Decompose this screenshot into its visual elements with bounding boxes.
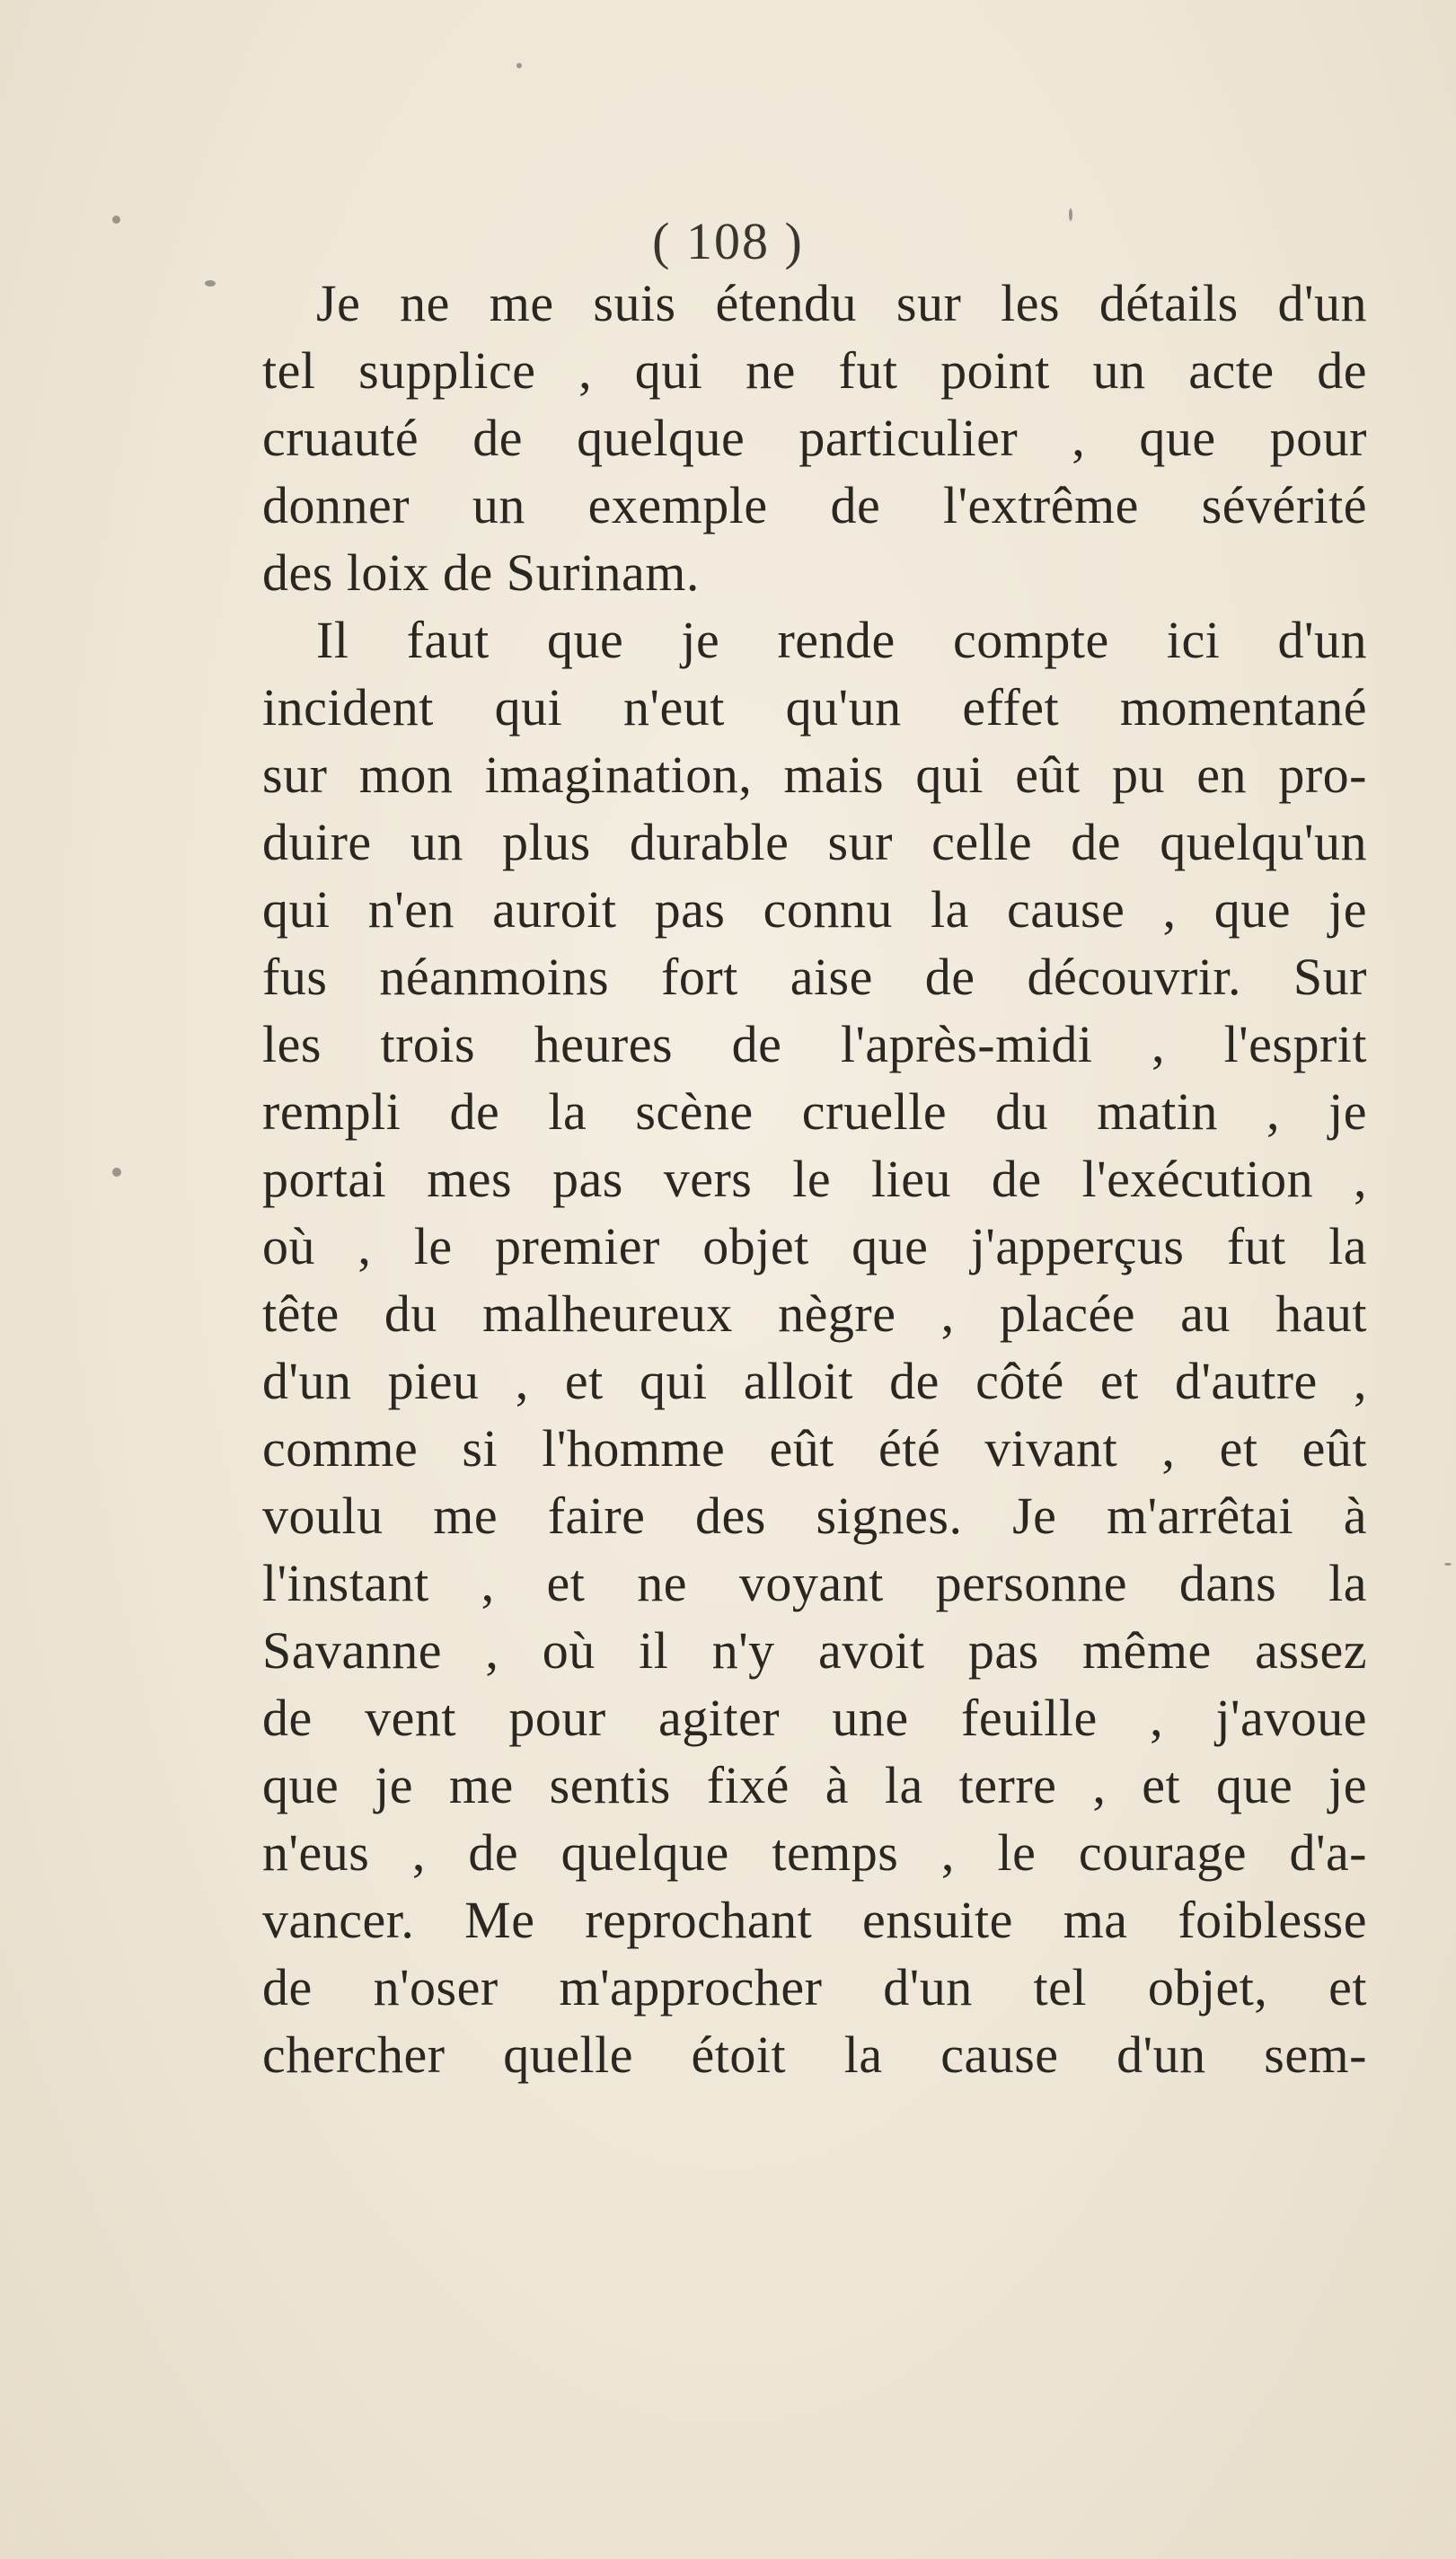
text-line: cruauté de quelque particulier , que pour: [262, 409, 1367, 467]
paper-speck: [516, 63, 522, 68]
page-number: ( 108 ): [652, 212, 804, 270]
text-line: que je me sentis fixé à la terre , et que je: [262, 1756, 1367, 1814]
text-line: n'eus , de quelque temps , le courage d'a-: [262, 1823, 1367, 1882]
text-line: de n'oser m'approcher d'un tel objet, et: [262, 1958, 1367, 2016]
paper-speck: [1069, 208, 1072, 221]
text-line: où , le premier objet que j'apperçus fut la: [262, 1217, 1367, 1275]
text-line: Savanne , où il n'y avoit pas même assez: [262, 1621, 1367, 1680]
body-text: [262, 269, 1367, 2088]
text-line: incident qui n'eut qu'un effet momentané: [262, 678, 1367, 737]
text-line: portai mes pas vers le lieu de l'exécution ,: [262, 1150, 1367, 1208]
text-line: duire un plus durable sur celle de quelqu'un: [262, 813, 1367, 871]
paper-speck: [112, 216, 120, 224]
paper-speck: [1444, 1563, 1452, 1566]
text-line: donner un exemple de l'extrême sévérité: [262, 476, 1367, 534]
text-line: tel supplice , qui ne fut point un acte de: [262, 341, 1367, 400]
text-line: les trois heures de l'après-midi , l'esprit: [262, 1015, 1367, 1073]
text-line: chercher quelle étoit la cause d'un sem-: [262, 2025, 1367, 2084]
text-line: tête du malheureux nègre , placée au haut: [262, 1284, 1367, 1343]
paper-speck: [205, 280, 216, 287]
text-line: sur mon imagination, mais qui eût pu en pro-: [262, 746, 1367, 804]
text-line: d'un pieu , et qui alloit de côté et d'autre ,: [262, 1352, 1367, 1410]
text-line: Je ne me suis étendu sur les détails d'un: [316, 274, 1367, 332]
text-line: des loix de Surinam.: [262, 543, 700, 602]
text-line: l'instant , et ne voyant personne dans la: [262, 1554, 1367, 1612]
text-line: de vent pour agiter une feuille , j'avoue: [262, 1689, 1367, 1747]
text-line: qui n'en auroit pas connu la cause , que je: [262, 880, 1367, 939]
text-line: rempli de la scène cruelle du matin , je: [262, 1082, 1367, 1141]
paper-speck: [112, 1168, 121, 1177]
text-line: voulu me faire des signes. Je m'arrêtai à: [262, 1487, 1367, 1545]
text-line: fus néanmoins fort aise de découvrir. Sur: [262, 948, 1367, 1006]
text-line: vancer. Me reprochant ensuite ma foiblesse: [262, 1891, 1367, 1949]
text-line: Il faut que je rende compte ici d'un: [316, 611, 1367, 669]
text-line: comme si l'homme eût été vivant , et eût: [262, 1419, 1367, 1478]
